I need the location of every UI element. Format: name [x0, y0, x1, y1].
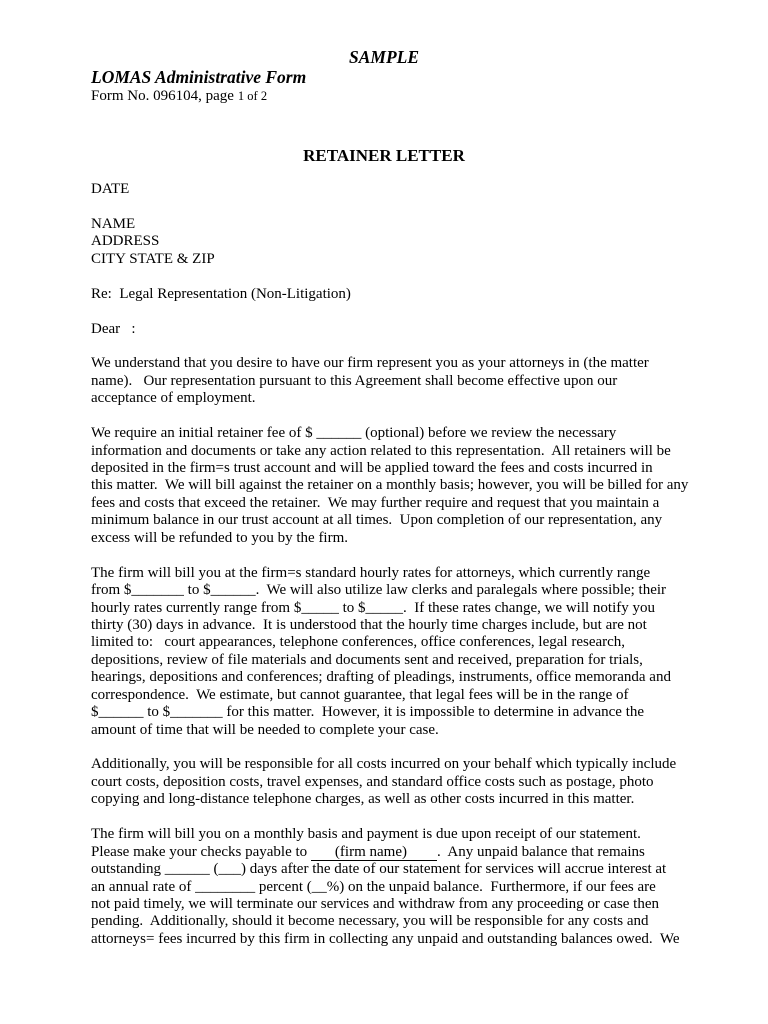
paragraph-line: information and documents or take any action related to this representation. All retainers will be [91, 442, 671, 459]
paragraph-line: name). Our representation pursuant to this Agreement shall become effective upon our [91, 372, 618, 389]
paragraph-retainer [91, 425, 731, 547]
recipient-name: NAME [91, 215, 136, 232]
paragraph-line: acceptance of employment. [91, 390, 256, 407]
paragraph-line: The firm will bill you at the firm=s standard hourly rates for attorneys, which currently range [91, 564, 651, 581]
paragraph-spacer [91, 809, 731, 826]
paragraph-line: an annual rate of ________ percent (__%) on the unpaid balance. Furthermore, if our fees are [91, 878, 656, 895]
page-indicator: 1 of 2 [237, 89, 268, 103]
paragraph-spacer [91, 408, 731, 425]
paragraph-line: depositions, review of file materials and documents sent and received, preparation for trials, [91, 651, 643, 668]
paragraph-line: The firm will bill you on a monthly basis and payment is due upon receipt of our statement. [91, 826, 641, 843]
letter-title: RETAINER LETTER [303, 146, 465, 165]
form-number-text: Form No. 096104, page [91, 88, 234, 104]
paragraph-line: hearings, depositions and conferences; drafting of pleadings, instruments, office memoranda and [91, 669, 671, 686]
paragraph-line: We understand that you desire to have our firm represent you as your attorneys in (the matter [91, 355, 649, 372]
date-line: DATE [91, 181, 130, 197]
paragraph-line: minimum balance in our trust account at all times. Upon completion of our representation, any [91, 512, 663, 529]
paragraph-line: attorneys= fees incurred by this firm in collecting any unpaid and outstanding balances owed. We [91, 930, 680, 947]
paragraph-line: amount of time that will be needed to complete your case. [91, 721, 439, 738]
paragraph-line: We require an initial retainer fee of $ ______ (optional) before we review the necessary [91, 425, 617, 442]
paragraph-line: thirty (30) days in advance. It is understood that the hourly time charges include, but are not [91, 616, 647, 633]
recipient-city-state-zip: CITY STATE & ZIP [91, 250, 215, 267]
paragraph-spacer [91, 547, 731, 564]
paragraph-line: outstanding ______ (___) days after the date of our statement for services will accrue interest at [91, 861, 667, 878]
salutation: Dear : [91, 320, 136, 337]
paragraph-spacer [91, 303, 731, 320]
re-line: Re: Legal Representation (Non-Litigation) [91, 285, 351, 302]
paragraph-line: correspondence. We estimate, but cannot guarantee, that legal fees will be in the range of [91, 686, 629, 703]
sample-label: SAMPLE [348, 47, 420, 67]
recipient-address: ADDRESS [91, 233, 160, 250]
paragraph-spacer [91, 198, 731, 215]
paragraph-representation [91, 355, 731, 407]
paragraph-line: excess will be refunded to you by the firm. [91, 529, 349, 546]
form-number [91, 88, 267, 105]
recipient-block [91, 216, 731, 268]
paragraph-line: court costs, deposition costs, travel expenses, and standard office costs such as postage, photo [91, 773, 654, 790]
paragraph-line: $______ to $_______ for this matter. However, it is impossible to determine in advance the [91, 704, 645, 721]
paragraph-line: fees and costs that exceed the retainer. We may further require and request that you maintain a [91, 494, 660, 511]
paragraph-line: from $_______ to $______. We will also utilize law clerks and paralegals where possible; their [91, 582, 667, 599]
paragraph-spacer [91, 739, 731, 756]
paragraph-line: not paid timely, we will terminate our services and withdraw from any proceeding or case then [91, 895, 660, 912]
paragraph-costs [91, 756, 731, 808]
firm-name-field: (firm name) [311, 844, 437, 861]
paragraph-line: copying and long-distance telephone charges, as well as other costs incurred in this matter. [91, 791, 635, 808]
letter-body [91, 181, 731, 948]
paragraph-line: this matter. We will bill against the retainer on a monthly basis; however, you will be billed for any [91, 477, 689, 494]
paragraph-line: limited to: court appearances, telephone conferences, office conferences, legal research, [91, 634, 626, 651]
paragraph-spacer [91, 338, 731, 355]
paragraph-line-text: Please make your checks payable to [91, 843, 311, 860]
paragraph-line: pending. Additionally, should it become necessary, you will be responsible for any costs and [91, 913, 649, 930]
paragraph-line-text: . Any unpaid balance that remains [436, 843, 645, 860]
paragraph-spacer [91, 268, 731, 285]
form-title: LOMAS Administrative Form [91, 67, 307, 87]
paragraph-line: Additionally, you will be responsible for all costs incurred on your behalf which typically include [91, 756, 677, 773]
paragraph-line: deposited in the firm=s trust account and will be applied toward the fees and costs incurred in [91, 460, 653, 476]
paragraph-hourly-rates [91, 565, 731, 739]
paragraph-line: hourly rates currently range from $_____ to $_____. If these rates change, we will notify you [91, 599, 656, 616]
paragraph-billing [91, 826, 731, 948]
paragraph-line [91, 844, 731, 861]
